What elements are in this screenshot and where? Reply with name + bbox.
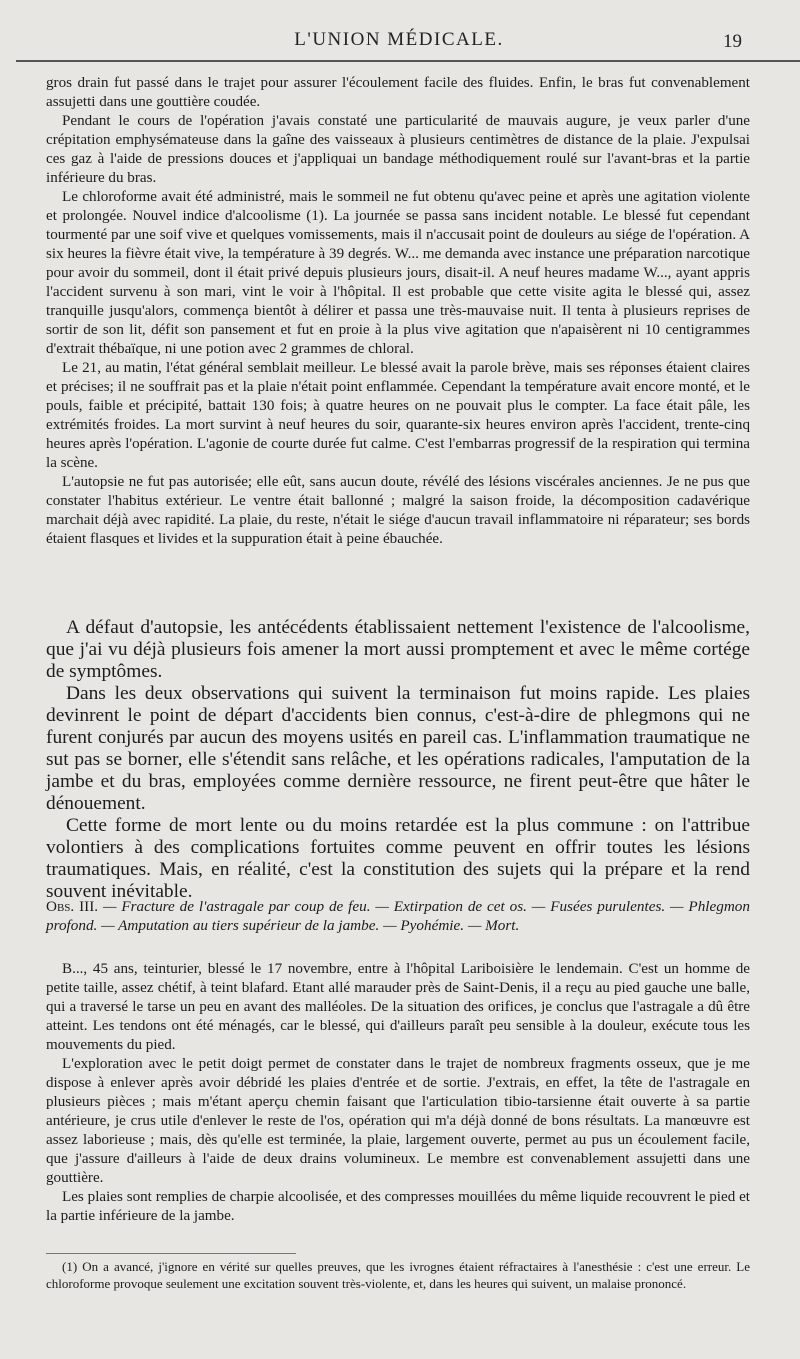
paragraph: Le 21, au matin, l'état général semblait meilleur. Le blessé avait la parole brève, mais ses réponses étaient claires et précises; il ne souffrait pas et la plaie n'était point enflammée. Cependant la température avait encore monté, et le pouls, faible et précipité, battait 130 fois; à quatre heures on ne pouvait plus le compter. La face était pâle, les extrémités froides. La mort survint à neuf heures du soir, quarante-six heures environ après l'accident, trente-cinq heures après l'opération. L'agonie de courte durée fut calme. C'est l'embarras progressif de la respiration qui termina la scène. bbox=[46, 360, 750, 471]
paragraph: L'autopsie ne fut pas autorisée; elle eût, sans aucun doute, révélé des lésions viscérales anciennes. Je ne pus que constater l'habitus extérieur. Le ventre était ballonné ; malgré la saison froide, la décomposition cadavérique marchait déjà avec rapidité. La plaie, du reste, n'était le siége d'aucun travail inflammatoire ni réparateur; ses bords étaient flasques et livides et la suppuration était à peine ébauchée. bbox=[46, 474, 750, 547]
header-rule bbox=[16, 60, 800, 62]
page-number: 19 bbox=[723, 31, 742, 52]
paragraph: A défaut d'autopsie, les antécédents établissaient nettement l'existence de l'alcoolisme, que j'ai vu déjà plusieurs fois amener la mort aussi promptement et avec le même cortége de symptômes. bbox=[46, 617, 750, 682]
observation-body bbox=[46, 960, 750, 1226]
observation-title: — Fracture de l'astragale par coup de feu. — Extirpation de cet os. — Fusées purulentes. — Phlegmon profond. — Amputation au tiers supérieur de la jambe. — Pyohémie. — Mort. bbox=[46, 898, 750, 934]
footnote-text: (1) On a avancé, j'ignore en vérité sur quelles preuves, que les ivrognes étaient réfractaires à l'anesthésie : c'est une erreur. Le chloroforme provoque seulement une excitation souvent très-violente, et, dans les heures qui suivent, un malaise prononcé. bbox=[46, 1259, 750, 1291]
observation-label: Obs. III. bbox=[46, 898, 99, 915]
observation-heading bbox=[46, 897, 750, 935]
paragraph: Le chloroforme avait été administré, mais le sommeil ne fut obtenu qu'avec peine et après une agitation violente et prolongée. Nouvel indice d'alcoolisme (1). La journée se passa sans incident notable. Le blessé fut cependant tourmenté par une soif vive et quelques vomissements, mais il n'accusait point de douleurs au siége de l'opération. A six heures la fièvre était vive, la température à 39 degrés. W... me demanda avec instance une préparation narcotique pour avoir du sommeil, dont il était privé depuis plusieurs jours, disait-il. A neuf heures madame W..., ayant appris l'accident survenu à son mari, vint le voir à l'hôpital. Il est probable que cette visite agita le blessé qui, assez tranquille jusqu'alors, commença bientôt à délirer et passa une très-mauvaise nuit. Il tenta à plusieurs reprises de sortir de son lit, défit son pansement et fut en proie à la plus vive agitation que n'apaisèrent ni 10 centigrammes d'extrait thébaïque, ni une potion avec 2 grammes de chloral. bbox=[46, 189, 750, 357]
commentary bbox=[46, 617, 750, 903]
paragraph: Dans les deux observations qui suivent la terminaison fut moins rapide. Les plaies devinrent le point de départ d'accidents bien connus, c'est-à-dire de phlegmons qui ne furent conjurés par aucun des moyens usités en pareil cas. L'inflammation traumatique ne sut pas se borner, elle s'étendit sans relâche, et les opérations radicales, l'amputation de la jambe et du bras, employées comme dernière ressource, ne firent peut-être que hâter le dénouement. bbox=[46, 683, 750, 814]
running-title: L'UNION MÉDICALE. bbox=[294, 29, 504, 50]
paragraph: Cette forme de mort lente ou du moins retardée est la plus commune : on l'attribue volontiers à des complications fortuites comme peuvent en offrir toutes les lésions traumatiques. Mais, en réalité, c'est la constitution des sujets qui la prépare et la rend souvent inévitable. bbox=[46, 815, 750, 902]
paragraph: gros drain fut passé dans le trajet pour assurer l'écoulement facile des fluides. Enfin, le bras fut convenablement assujetti dans une gouttière coudée. bbox=[46, 75, 750, 110]
case-continuation bbox=[46, 74, 750, 549]
paragraph: B..., 45 ans, teinturier, blessé le 17 novembre, entre à l'hôpital Lariboisière le lendemain. C'est un homme de petite taille, assez chétif, à teint blafard. Etant allé marauder près de Saint-Denis, il a reçu au pied gauche une balle, qui a traversé le tarse un peu en avant des malléoles. De la situation des orifices, je conclus que l'astragale a dû être atteint. Les tendons ont été ménagés, car le blessé, qui d'ailleurs paraît peu sensible à la douleur, exécute tous les mouvements du pied. bbox=[46, 961, 750, 1053]
page-header bbox=[46, 0, 752, 58]
paragraph: L'exploration avec le petit doigt permet de constater dans le trajet de nombreux fragments osseux, que je me dispose à enlever après avoir débridé les plaies d'entrée et de sortie. J'extrais, en effet, la tête de l'astragale en plusieurs pièces ; mais m'étant aperçu chemin faisant que l'articulation tibio-tarsienne était ouverte à sa partie antérieure, je crus utile d'enlever le reste de l'os, opération qui m'a déjà donné de bons résultats. La manœuvre est assez laborieuse ; mais, dès qu'elle est terminée, la plaie, largement ouverte, permet au pus un écoulement facile, que j'assure d'ailleurs à l'aide de deux drains volumineux. Le membre est convenablement assujetti dans une gouttière. bbox=[46, 1056, 750, 1186]
paragraph: Pendant le cours de l'opération j'avais constaté une particularité de mauvais augure, je veux parler d'une crépitation emphysémateuse dans la gaîne des vaisseaux à plusieurs centimètres de distance de la plaie. J'expulsai ces gaz à l'aide de pressions douces et j'appliquai un bandage méthodiquement roulé sur l'avant-bras et la partie inférieure du bras. bbox=[46, 113, 750, 186]
footnote bbox=[46, 1259, 750, 1292]
paragraph: Les plaies sont remplies de charpie alcoolisée, et des compresses mouillées du même liquide recouvrent le pied et la partie inférieure de la jambe. bbox=[46, 1189, 750, 1224]
footnote-rule bbox=[46, 1253, 296, 1254]
